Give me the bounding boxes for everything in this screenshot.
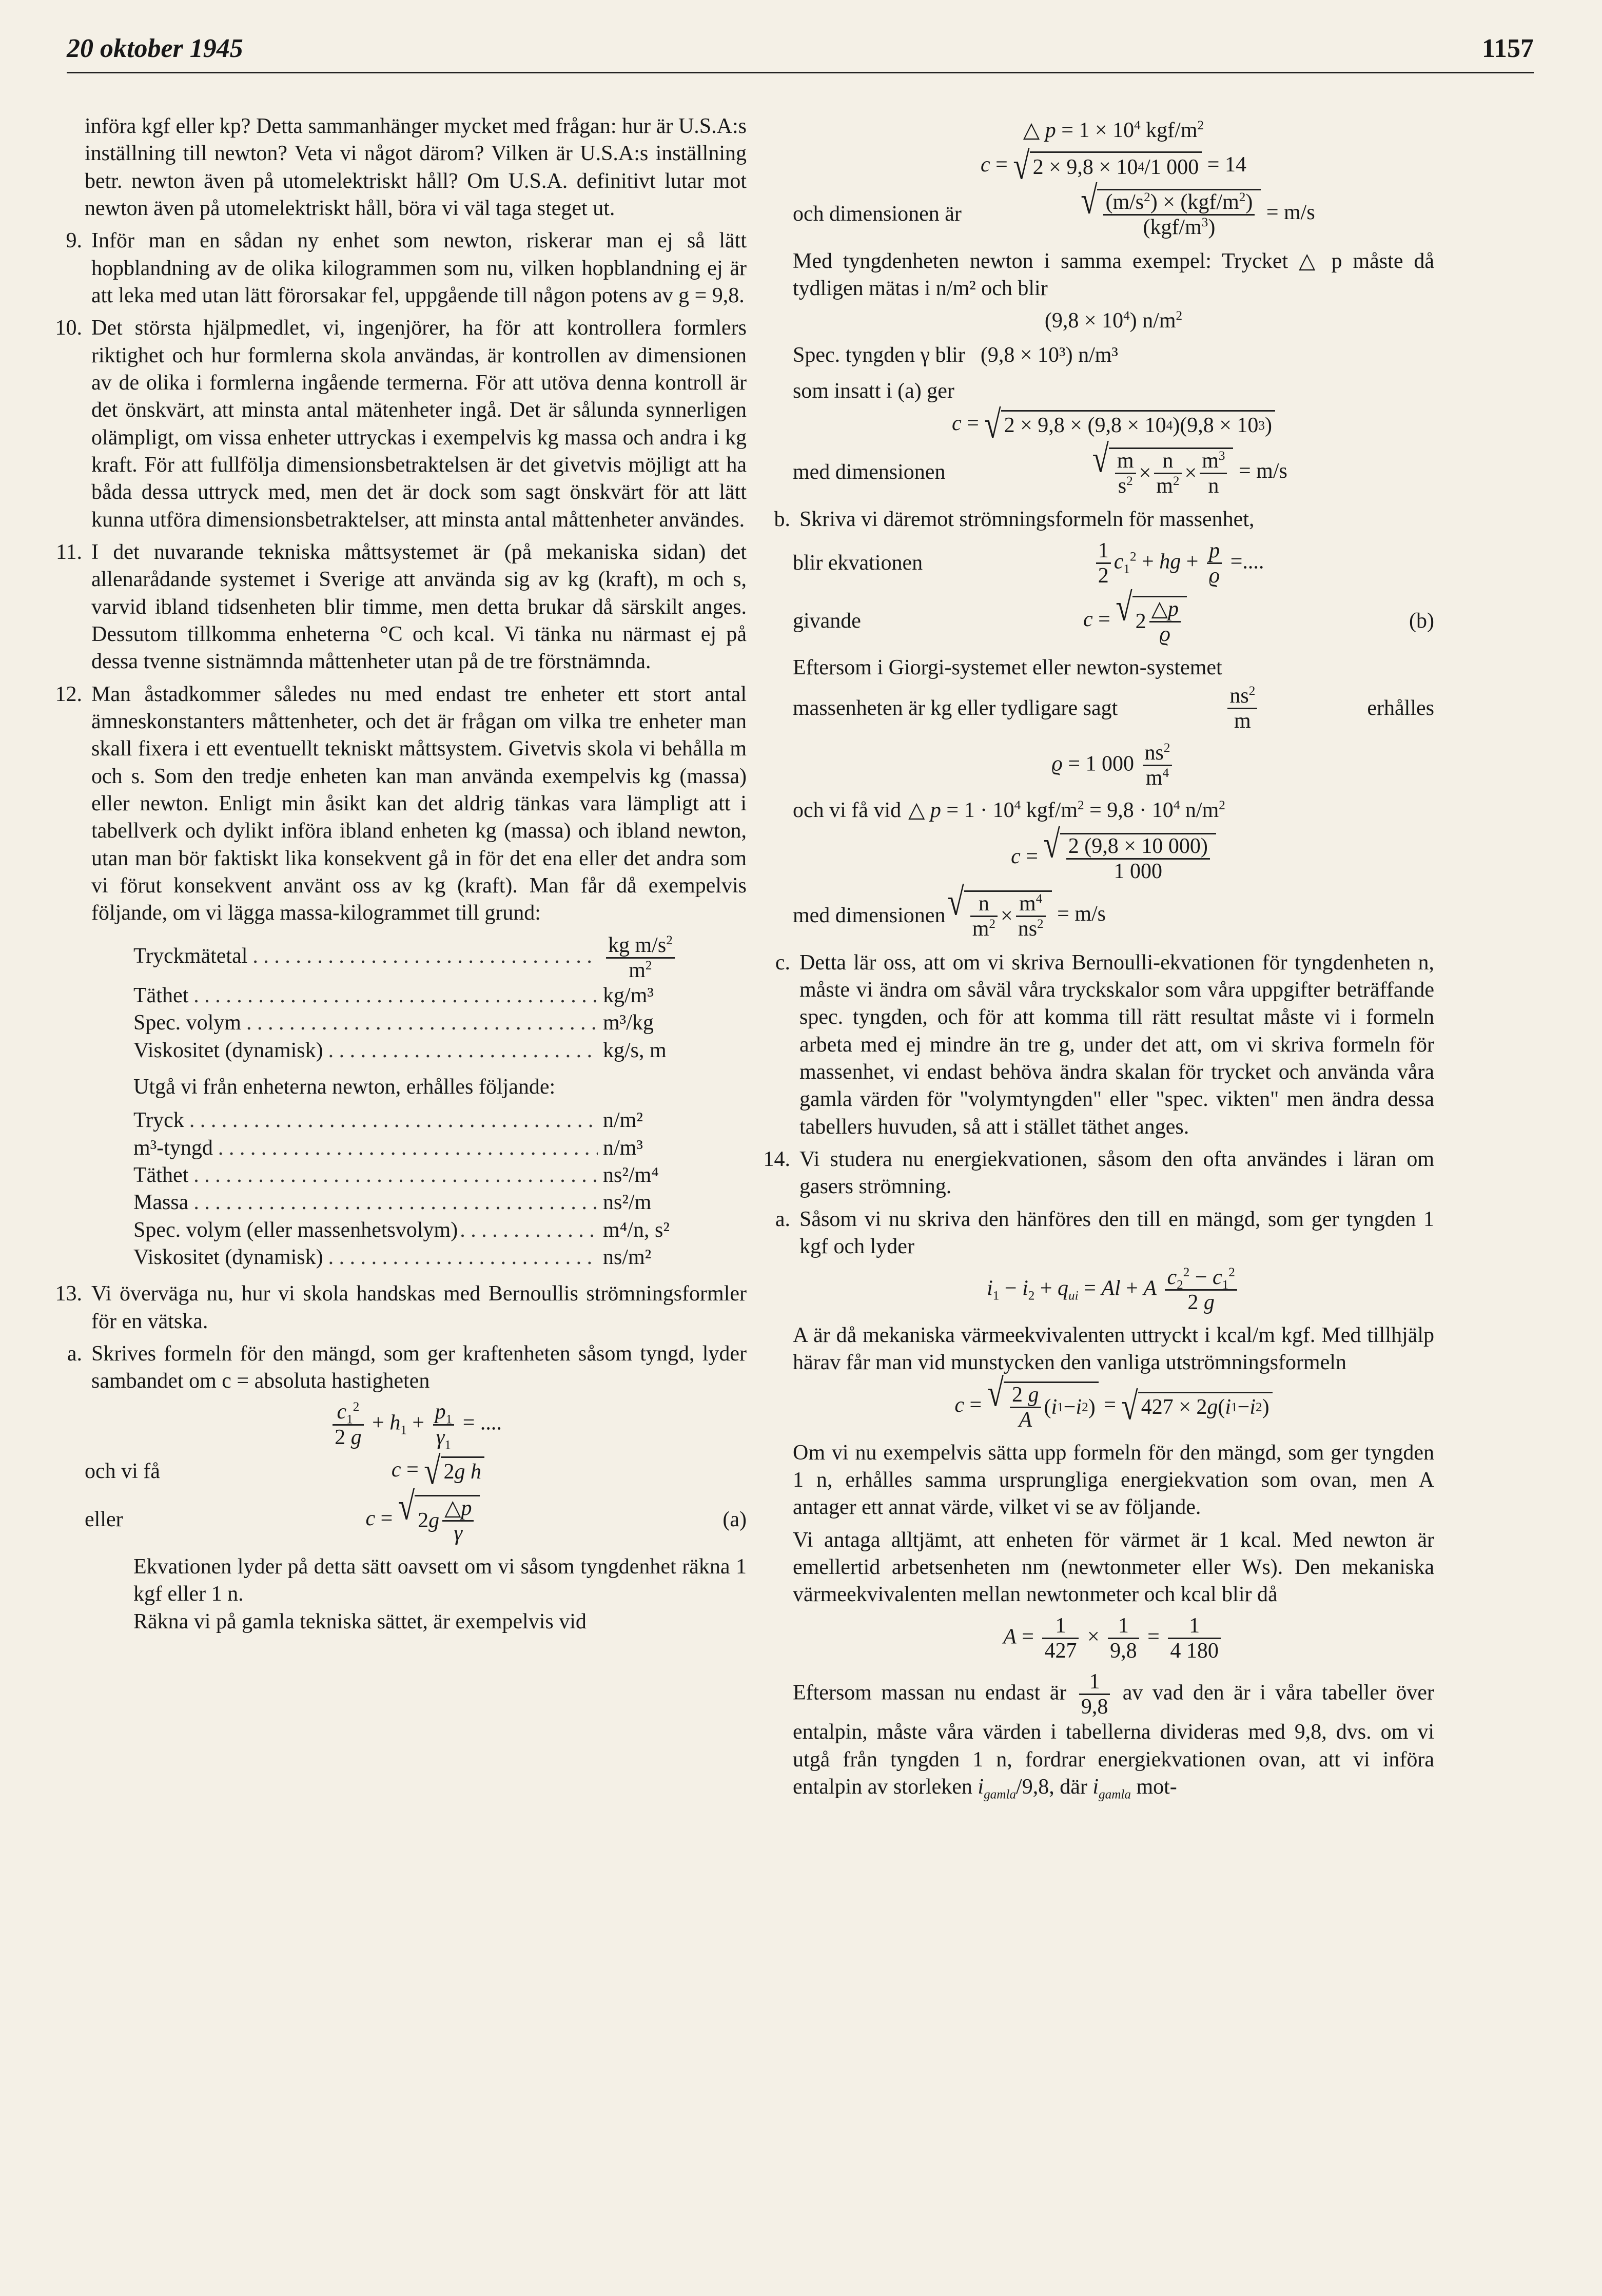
table-row: [133, 1162, 706, 1189]
subsection-text: Skriva vi däremot strömningsformeln för massenhet,: [799, 508, 1255, 532]
equation-pressure-values: och vi få vid △ $p = 1 \cdot 10^4$ kgf/$m^2 = 9,8 \cdot 10^4$ $n/m^2$: [793, 797, 1434, 824]
section-text: Vi studera nu energiekvationen, såsom den ofta användes i läran om gasers strömning.: [799, 1147, 1434, 1199]
newton-intro: Utgå vi från enheterna newton, erhålles följande:: [133, 1075, 556, 1099]
row-label: Viskositet (dynamisk): [133, 1038, 323, 1062]
header-rule: [67, 72, 1534, 73]
section-13c: [775, 949, 1434, 1141]
spec-weight-row: [793, 342, 1434, 369]
row-label: Täthet: [133, 1163, 189, 1187]
section-number: 14.: [763, 1147, 790, 1171]
newton-paragraph: Med tyngdenheten newton i samma exempel: Trycket △ p måste då tydligen mätas i n/m² och blir: [793, 249, 1434, 300]
table-row: [133, 1189, 706, 1216]
units-table-mass: [133, 933, 706, 1064]
row-label: Spec. volym: [133, 1011, 241, 1035]
section-13b: [774, 506, 1434, 533]
table-row: [133, 1009, 706, 1037]
enthalpy-lead: Eftersom massan nu endast är: [793, 1681, 1067, 1705]
row-unit: m⁴/n, s²: [603, 1218, 670, 1242]
row-label: Massa: [133, 1191, 189, 1215]
row-unit: m³/kg: [603, 1011, 654, 1035]
equation-note: Ekvationen lyder på detta sätt oavsett om vi såsom tyngdenhet räkna 1 kgf eller 1 n.: [133, 1555, 747, 1606]
page-header: [67, 32, 1534, 68]
equation-density: ϱ = 1 000 $\frac{ns^2}{m^4}$: [793, 741, 1434, 790]
dot-leader: [328, 1244, 598, 1271]
section-13a: [67, 1340, 747, 1395]
equation-lead: och dimensionen är: [793, 202, 962, 226]
old-method-note: Räkna vi på gamla tekniska sättet, är exempelvis vid: [133, 1609, 587, 1633]
equation-lead: givande: [793, 609, 861, 633]
subsection-text: Såsom vi nu skriva den hänföres den till en mängd, som ger tyngden 1 kgf och lyder: [799, 1207, 1434, 1258]
table-row: [133, 1135, 706, 1162]
equation-lead: och vi få: [85, 1459, 160, 1483]
equation-lead: eller: [85, 1508, 123, 1532]
dot-leader: [252, 943, 598, 970]
equation-lead: massenheten är kg eller tydligare sagt: [793, 696, 1118, 720]
section-text: Inför man en sådan ny enhet som newton, riskerar man ej så lätt hopblandning av de olika kilogrammen som nu, vilken hopblandning ej är att leka med utan lätt förorsakar fel, uppgående till någon potens av g = 9,8.: [91, 229, 747, 307]
section-text: Vi överväga nu, hur vi skola handskas med Bernoullis strömningsformler för en vätska.: [91, 1282, 747, 1333]
equation-tag: (a): [722, 1508, 747, 1532]
equation-lead: med dimensionen: [793, 903, 946, 927]
row-label: Spec. volym (eller massenhetsvolym): [133, 1218, 458, 1242]
table-row: [133, 982, 706, 1009]
subsection-text: Detta lär oss, att om vi skriva Bernoulli-ekvationen för tyngdenheten n, måste vi ändra om såväl våra tryckskalor som våra uppgifter beträffande spec. tyngden, och för att komma till rätt resultat måste vi i formeln arbeta med ej mindre än tre g, under det att, om vi skriva formeln för massenhet, vi endast behöva ändra skalan för trycket och använda våra gamla värden för "volymtyngden" eller "spec. vikten" men ändra dessa tabellers huvuden, så att i stället täthet anges.: [799, 950, 1434, 1139]
equation-tag: (b): [1409, 609, 1434, 633]
dot-leader: [193, 982, 598, 1009]
outflow-equation: c = √ $\frac{2 g}{A}$ ( i 1 − i 2 ) = √ 427 × 2 g ( i 1 − i 2 ): [793, 1382, 1434, 1432]
equation-c-kgf: c = √ 2 × 9,8 × 10 4 /1 000 = 14: [981, 144, 1246, 188]
row-label: Tryck: [133, 1108, 184, 1133]
equation-c-newton: c = √ 2 × 9,8 × (9,8 × 10 4 )(9,8 × 10 3 ): [793, 410, 1434, 440]
table-row: [133, 933, 706, 982]
section-number: 13.: [55, 1282, 82, 1306]
equation-mass-bernoulli: blir ekvationen $\frac{1}{2}$ $c_1^2$ + hg + $\frac{p}{ϱ}$ =....: [793, 538, 1264, 588]
example-paragraph: Om vi nu exempelvis sätta upp formeln för den mängd, som ger tyngden 1 n, erhålles samma ursprungliga energiekvation som ovan, men A antager ett annat värde, vilket vi se av följande.: [793, 1441, 1434, 1520]
dot-leader: [193, 1162, 598, 1189]
row-unit: ns/m²: [603, 1245, 652, 1269]
enthalpy-paragraph: Eftersom massan nu endast är $\frac{1}{9,8}$ av vad den är i våra tabeller över entalpin, måste våra värden i tabellerna divideras med 9,8, dvs. om vi utgå från tyngden 1 n, fordrar energiekvationen ovan, att vi införa entalpin av storleken $i_{gamla}/9,8$, där $i_{gamla}$ mot-: [793, 1669, 1435, 1802]
dot-leader: [189, 1107, 598, 1134]
dot-leader: [218, 1135, 598, 1162]
dot-leader: [328, 1037, 598, 1064]
subsection-text: Skrives formeln för den mängd, som ger kraftenheten såsom tyngd, lyder sambandet om c = absoluta hastigheten: [91, 1341, 747, 1393]
section-14a: [775, 1206, 1434, 1261]
subsection-label: b.: [774, 508, 790, 532]
row-label: Viskositet (dynamisk): [133, 1245, 323, 1269]
equation-dim-kgf: och dimensionen är √ $\frac{(m/s^2) \times (kgf/m^2)}{(kgf/m^3)}$ = m/s: [793, 179, 1315, 240]
bernoulli-equation: $\frac{c_1^2}{2 g}$ + $h_1$ + $\frac{p_1}{\gamma_1}$ = ....: [85, 1400, 747, 1449]
section-text: Man åstadkommer således nu med endast tre enheter ett stort antal ämneskonstanters måttenheter, och det är frågan om vilka tre enheter man skall fixera i ett eventuellt tekniskt måttsystem. Givetvis skola vi behålla m och s. Som den tredje enheten kan man använda exempelvis kg (massa) eller newton. Enligt min åsikt kan det aldrig tänkas vara lämpligt att i tabellverk och dylikt införa ibland enheten kg (massa) och ibland newton, utan man bör faktiskt lika konsekvent gå in för det ena eller det andra som vi förut konsekvent använt oss av kg (kraft). Man får då exempelvis följande, om vi lägga massa-kilogrammet till grund:: [91, 682, 747, 925]
section-text: Det största hjälpmedlet, vi, ingenjörer, ha för att kontrollera formlers riktighet och hur formlerna skola användas, är kontrollen av dimensionen av de olika i formlerna ingående termerna. För att utöva denna kontroll är det önskvärt, att minsta antal mätenheter ingå. Det är sålunda synnerligen olämpligt, om vissa enheter uttryckas i exempelvis kg massa och andra i kg kraft. För att fullfölja dimensionsbetraktelsen är det givetvis möjligt att ha båda dessa uttryck med, men det är dock som sagt önskvärt för att lätt kunna utföra dimensionsbetraktelser, att minsta antal måttenheter användes.: [91, 316, 747, 532]
table-row: [133, 1217, 706, 1244]
row-label: m³-tyngd: [133, 1136, 213, 1160]
equation-pressure: △ $p = 1 \times 10^4$ kgf/$m^2$: [1023, 119, 1204, 142]
table-row: [133, 1037, 706, 1064]
row-unit: kg/s, m: [603, 1038, 667, 1062]
section-11: [56, 539, 747, 676]
equation-c-mass: c = √ $\frac{2 (9,8 \times 10 000)}{1 000}$: [793, 833, 1434, 883]
units-table-newton: [133, 1107, 706, 1271]
section-number: 10.: [55, 316, 82, 340]
row-unit: n/m²: [603, 1108, 643, 1133]
equation-velocity: och vi få c = √ 2 g h: [85, 1456, 747, 1487]
section-number: 12.: [55, 682, 82, 706]
dot-leader: [246, 1009, 598, 1037]
equation-A-newton: A = $\frac{1}{427}$ × $\frac{1}{9,8}$ = $\frac{1}{4 180}$: [793, 1614, 1434, 1663]
heat-equivalent-paragraph: A är då mekaniska värmeekvivalenten uttryckt i kcal/m kgf. Med tillhjälp härav får man vid munstycken den vanliga utströmningsformeln: [793, 1323, 1434, 1374]
spec-weight-value: (9,8 × 10³) n/m³: [980, 343, 1119, 367]
page-number: 1157: [1481, 34, 1534, 63]
row-unit: [603, 933, 706, 982]
inserted-note: som insatt i (a) ger: [793, 379, 954, 403]
equation-lead: blir ekvationen: [793, 551, 923, 575]
energy-equation: $i_1 - i_2 + q_{ui} = Al + A$ $\frac{c_2^2 - c_1^2}{2 g}$: [793, 1266, 1434, 1314]
equation-pressure-n: $(9,8 \times 10^4)$ $n/m^2$: [1044, 309, 1183, 333]
issue-date: 20 oktober 1945: [67, 34, 243, 63]
section-text: I det nuvarande tekniska måttsystemet är (på mekaniska sidan) det allenarådande systemet i Sverige att använda sig av kg (kraft), m och s, varvid ibland tidsenheten blir timme, men detta brukar då särskilt anges. Dessutom tillkomma enheterna °C och kcal. Vi tänka nu närmast ej på dessa tvenne sistnämnda måttenheter utan på de tre förstnämnda.: [91, 540, 747, 674]
subsection-label: c.: [775, 950, 790, 975]
row-unit: kg/m³: [603, 983, 654, 1007]
section-13: [55, 1280, 747, 1335]
row-label: Tryckmätetal: [133, 944, 248, 968]
equation-lead: med dimensionen: [793, 460, 946, 484]
subsection-label: a.: [67, 1341, 82, 1366]
row-unit: ns²/m⁴: [603, 1163, 659, 1187]
equation-dim-mass: med dimensionen √ $\frac{n}{m^2}$ × $\frac{m^4}{ns^2}$ = m/s: [793, 880, 1106, 941]
subsection-label: a.: [775, 1207, 790, 1231]
left-column: [55, 113, 747, 1641]
equation-lead: Spec. tyngden γ blir: [793, 343, 965, 367]
mass-unit-row: massenheten är kg eller tydligare sagt $\frac{ns^2}{m}$ erhålles: [793, 684, 1434, 733]
table-row: [133, 1244, 706, 1271]
row-unit: n/m³: [603, 1136, 643, 1160]
section-10: [55, 315, 747, 534]
enthalpy-text: av vad den är i våra tabeller över entalpin, måste våra värden i tabellerna divideras med 9,8, dvs. om vi utgå från tyngden 1 n, fordrar energiekvationen ovan, att vi införa entalpin av storleken: [793, 1681, 1435, 1799]
dot-leader: [193, 1189, 598, 1216]
section-14: [763, 1146, 1434, 1201]
kcal-paragraph: Vi antaga alltjämt, att enheten för värmet är 1 kcal. Med newton är emellertid arbetsenheten nm (newtonmeter eller Ws). Den mekaniska värmeekvivalenten mellan newtonmeter och kcal blir då: [793, 1528, 1434, 1607]
equation-trail: erhålles: [1367, 696, 1434, 720]
section-12: [55, 681, 747, 927]
section-9: [66, 227, 747, 309]
equation-lead: och vi få vid: [793, 799, 902, 823]
giorgi-paragraph: Eftersom i Giorgi-systemet eller newton-systemet: [793, 656, 1222, 680]
section-number: 9.: [66, 229, 82, 253]
intro-paragraph: införa kgf eller kp? Detta sammanhänger mycket med frågan: hur är U.S.A:s inställning till newton? Veta vi något därom? Vilken är U.S.A:s inställning betr. newton även på utomelektriskt håll? Om U.S.A. definitivt lutar mot newton även på utomelektriskt håll, böra vi väl taga steget ut.: [85, 114, 747, 220]
equation-dim-newton: med dimensionen √ $\frac{m}{s^2}$ × $\frac{n}{m^2}$ × $\frac{m^3}{n}$ = m/s: [793, 437, 1287, 498]
table-row: [133, 1107, 706, 1134]
dot-leader: [460, 1217, 601, 1244]
equation-a: eller c = √ 2 g $\frac{\triangle p}{\gamma}$ (a): [85, 1484, 747, 1545]
section-number: 11.: [56, 540, 82, 564]
unit-fraction: $\frac{kg m/s^2}{m^2}$: [606, 933, 675, 982]
row-unit: ns²/m: [603, 1191, 652, 1215]
right-column: [763, 113, 1435, 1806]
row-label: Täthet: [133, 983, 189, 1007]
equation-b: givande c = √ 2 $\frac{\triangle p}{ϱ}$ (b): [793, 586, 1434, 647]
